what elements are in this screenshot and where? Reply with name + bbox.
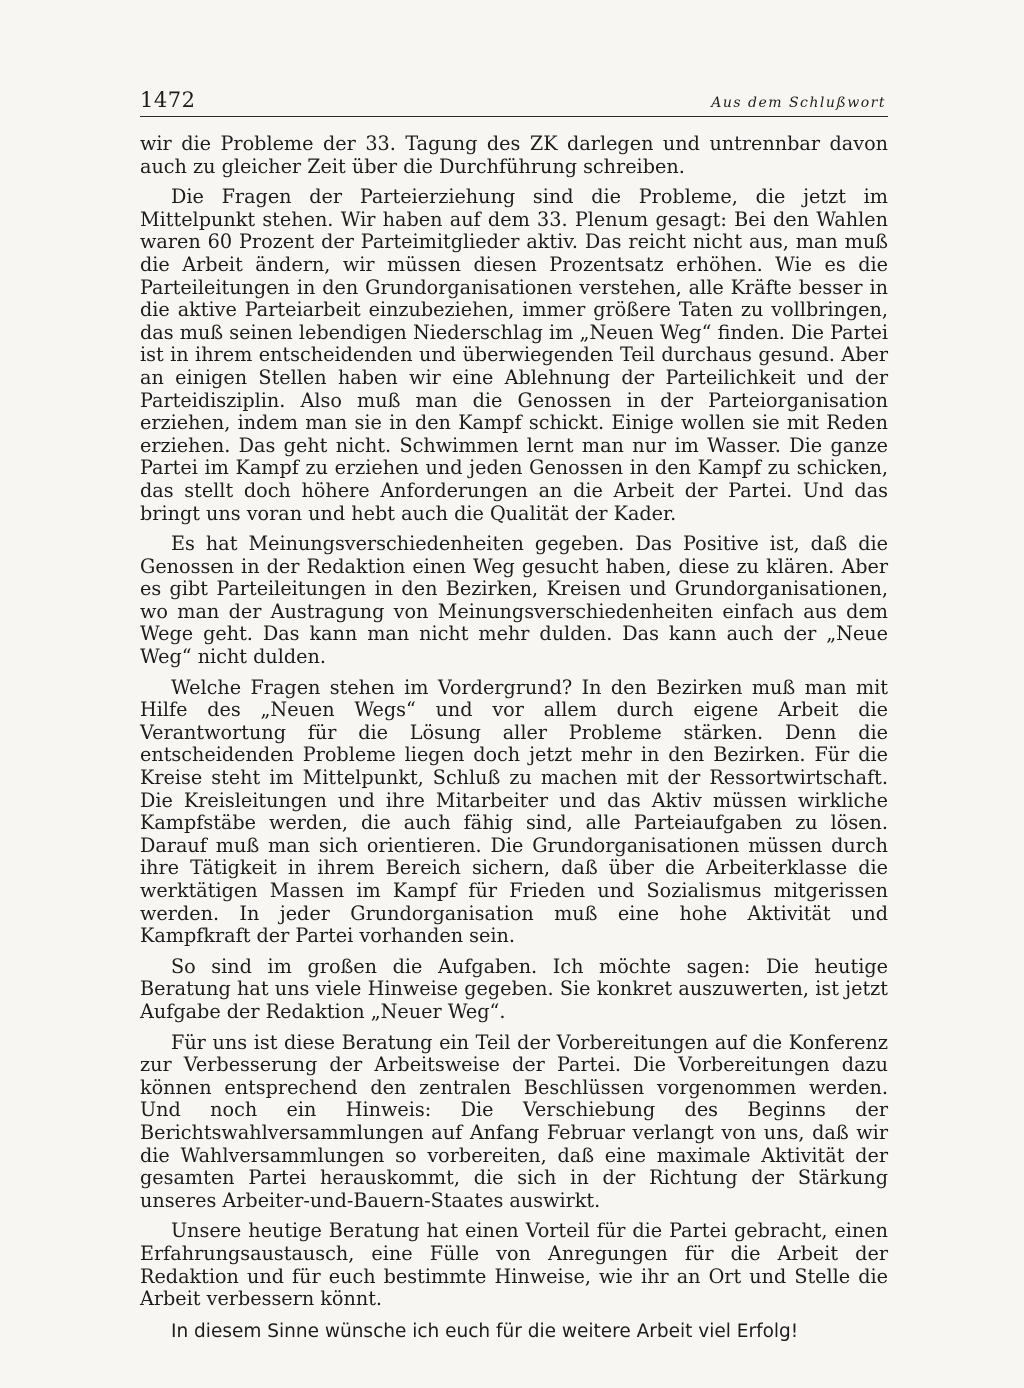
page-number: 1472 [140,88,196,112]
paragraph-conference-preparation: Für uns ist diese Beratung ein Teil der Vorbereitungen auf die Konferenz zur Verbesserung der Arbeitsweise der Partei. Die Vorbereitungen dazu können entsprechend den zentralen Beschlüssen vorgenommen werden. Und noch ein Hinweis: Die Verschiebung des Beginns der Berichtswahlversammlungen auf Anfang Februar verlangt von uns, daß wir die Wahlversammlungen so vorbereiten, daß eine maximale Aktivität der gesamten Partei herauskommt, die sich in der Richtung der Stärkung unseres Arbeiter-und-Bauern-Staates auswirkt. [140,1030,888,1212]
paragraph-advantage-of-meeting: Unsere heutige Beratung hat einen Vorteil für die Partei gebracht, einen Erfahrungsaustausch, eine Fülle von Anregungen für die Arbeit der Redaktion und für euch bestimmte Hinweise, wie ihr an Ort und Stelle die Arbeit verbessern könnt. [140,1219,888,1311]
paragraph-tasks: So sind im großen die Aufgaben. Ich möchte sagen: Die heutige Beratung hat uns viele Hinweise gegeben. Sie konkret auszuwerten, ist jetzt Aufgabe der Redaktion „Neuer Weg“. [140,954,888,1023]
paragraph-differences-of-opinion: Es hat Meinungsverschiedenheiten gegeben. Das Positive ist, daß die Genossen in der Redaktion einen Weg gesucht haben, diese zu klären. Aber es gibt Parteileitungen in den Bezirken, Kreisen und Grundorganisationen, wo man der Austragung von Meinungsverschiedenheiten einfach aus dem Wege geht. Das kann man nicht mehr dulden. Das kann auch der „Neue Weg“ nicht dulden. [140,532,888,669]
paragraph-closing: In diesem Sinne wünsche ich euch für die weitere Arbeit viel Erfolg! [171,1320,799,1342]
document-page [140,88,888,1351]
paragraph-continuation: wir die Probleme der 33. Tagung des ZK darlegen und untrennbar davon auch zu gleicher Zeit über die Durchführung schreiben. [140,132,888,178]
body-text [140,133,888,1343]
running-head [140,88,888,117]
paragraph-party-education: Die Fragen der Parteierziehung sind die Probleme, die jetzt im Mittelpunkt stehen. Wir haben auf dem 33. Plenum gesagt: Bei den Wahlen waren 60 Prozent der Parteimitglieder aktiv. Das reicht nicht aus, man muß die Arbeit ändern, wir müssen diesen Prozentsatz erhöhen. Wie es die Parteileitungen in den Grundorganisationen verstehen, alle Kräfte besser in die aktive Parteiarbeit einzubeziehen, immer größere Taten zu vollbringen, das muß seinen lebendigen Niederschlag im „Neuen Weg“ finden. Die Partei ist in ihrem entscheidenden und überwiegenden Teil durchaus gesund. Aber an einigen Stellen haben wir eine Ablehnung der Parteilichkeit und der Parteidisziplin. Also muß man die Genossen in der Parteiorganisation erziehen, indem man sie in den Kampf schickt. Einige wollen sie mit Reden erziehen. Das geht nicht. Schwimmen lernt man nur im Wasser. Die ganze Partei im Kampf zu erziehen und jeden Genossen in den Kampf zu schicken, das stellt doch höhere Anforderungen an die Arbeit der Partei. Und das bringt uns voran und hebt auch die Qualität der Kader. [140,185,888,525]
paragraph-priority-questions: Welche Fragen stehen im Vordergrund? In den Bezirken muß man mit Hilfe des „Neuen Wegs“ und vor allem durch eigene Arbeit die Verantwortung für die Lösung aller Probleme stärken. Denn die entscheidenden Probleme liegen doch jetzt mehr in den Bezirken. Für die Kreise steht im Mittelpunkt, Schluß zu machen mit der Ressortwirtschaft. Die Kreisleitungen und ihre Mitarbeiter und das Aktiv müssen wirkliche Kampfstäbe werden, die auch fähig sind, alle Parteiaufgaben zu lösen. Darauf muß man sich orientieren. Die Grundorganisationen müssen durch ihre Tätigkeit in ihrem Bereich sichern, daß über die Arbeiterklasse die werktätigen Massen im Kampf für Frieden und Sozialismus mitgerissen werden. In jeder Grundorganisation muß eine hohe Aktivität und Kampfkraft der Partei vorhanden sein. [140,675,888,948]
running-title: Aus dem Schlußwort [711,95,886,111]
